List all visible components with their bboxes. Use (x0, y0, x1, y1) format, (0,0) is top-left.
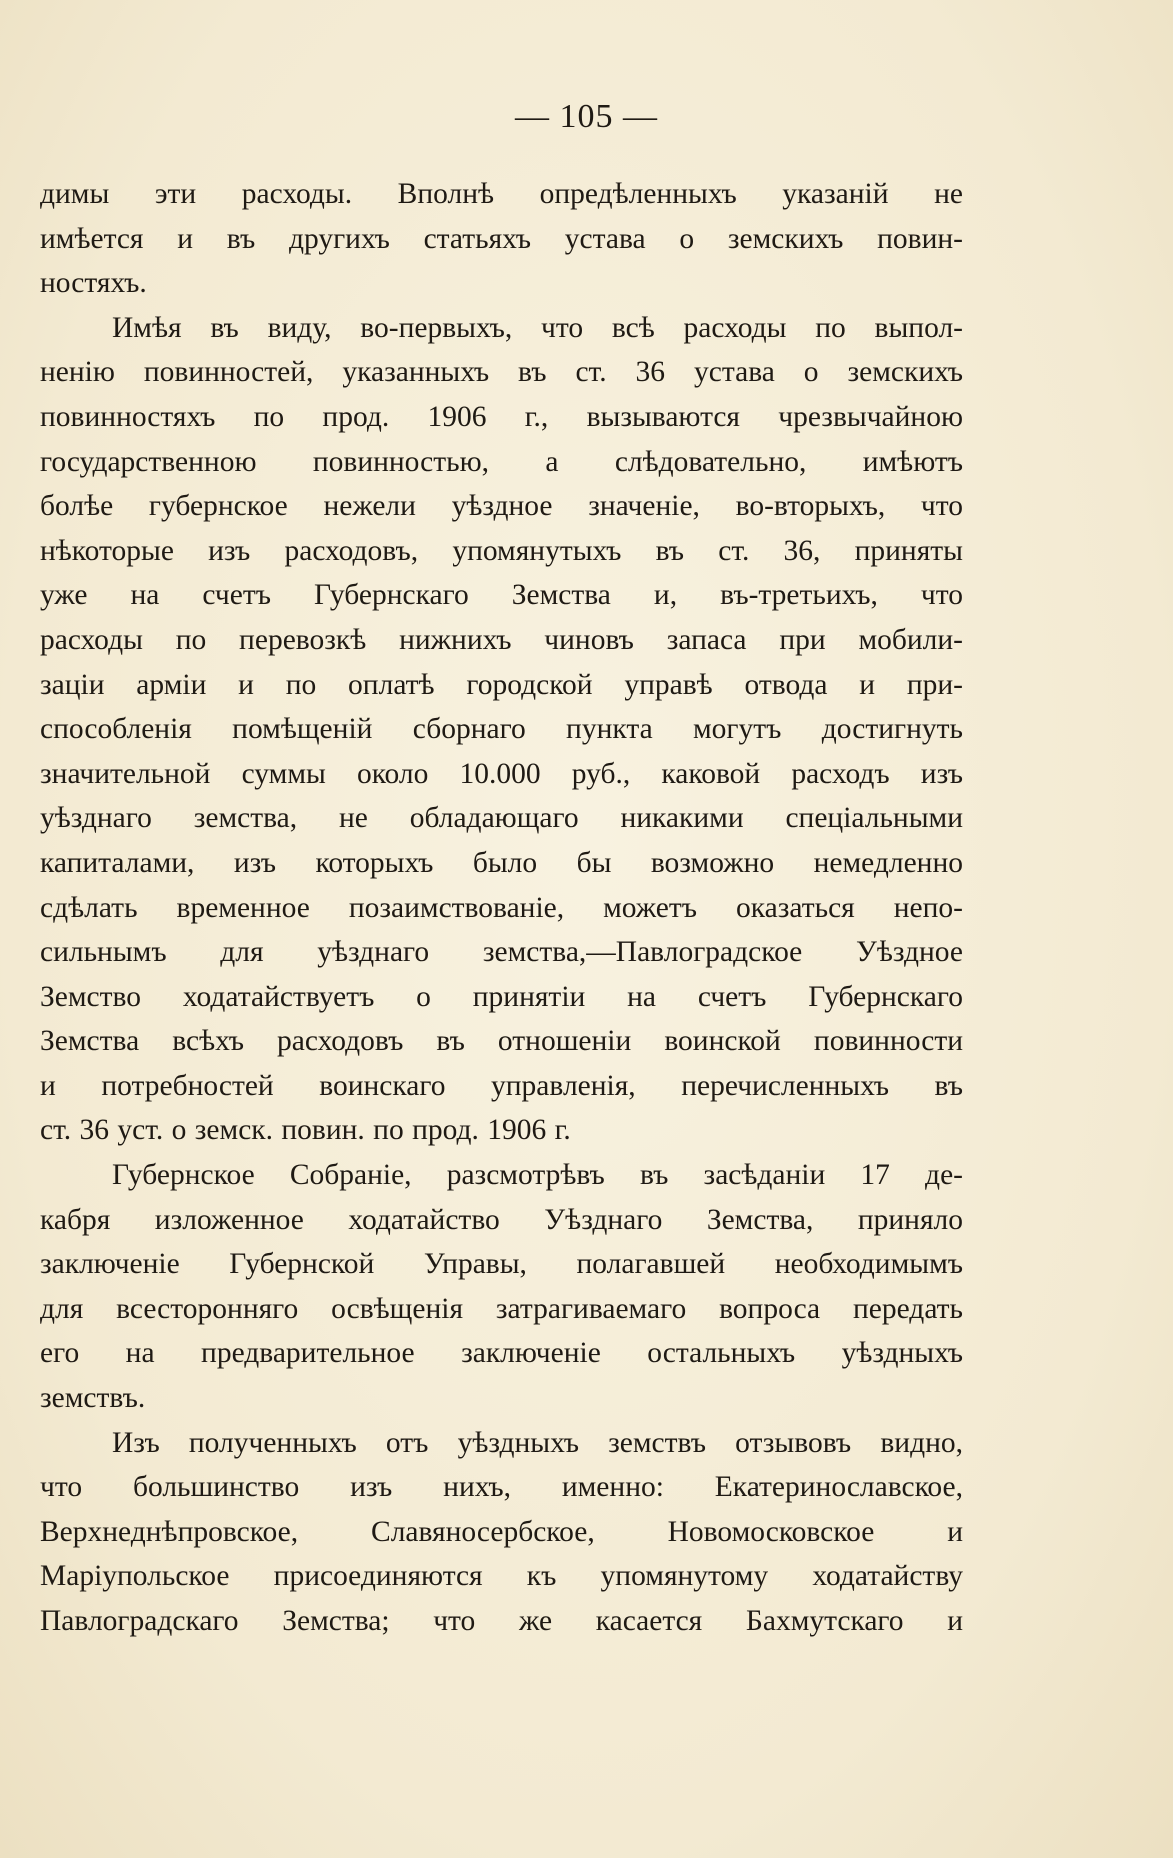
text-line: ненiю повинностей, указанныхъ въ ст. 36 устава о земскихъ (40, 356, 963, 389)
text-line: и потребностей воинскаго управленiя, перечисленныхъ въ (40, 1069, 963, 1102)
text-line: для всесторонняго освѣщенiя затрагиваемаго вопроса передать (40, 1292, 963, 1325)
text-line: Верхнеднѣпровское, Славяносербское, Новомосковское и (40, 1515, 963, 1548)
text-line: способленiя помѣщенiй сборнаго пункта могутъ достигнуть (40, 713, 963, 746)
text-line: Марiупольское присоединяются къ упомянутому ходатайству (40, 1560, 963, 1593)
text-line: ностяхъ. (40, 267, 147, 300)
text-line: Земства всѣхъ расходовъ въ отношенiи воинской повинности (40, 1025, 963, 1058)
text-line: его на предварительное заключенiе остальныхъ уѣздныхъ (40, 1337, 963, 1370)
text-line: болѣе губернское нежели уѣздное значенiе, во-вторыхъ, что (40, 490, 963, 523)
text-line: уѣзднаго земства, не обладающаго никакими спецiальными (40, 802, 963, 835)
paragraph (40, 306, 963, 1153)
text-line: имѣется и въ другихъ статьяхъ устава о земскихъ повин- (40, 222, 963, 255)
text-line: Земство ходатайствуетъ о принятiи на счетъ Губернскаго (40, 980, 963, 1013)
text-line: повинностяхъ по прод. 1906 г., вызываются чрезвычайною (40, 400, 963, 433)
text-line: Имѣя въ виду, во-первыхъ, что всѣ расходы по выпол- (112, 311, 963, 344)
text-line: сдѣлать временное позаимствованiе, можетъ оказаться непо- (40, 891, 963, 924)
paragraph (40, 1421, 963, 1644)
text-line: государственною повинностью, а слѣдовательно, имѣютъ (40, 445, 963, 478)
text-line: кабря изложенное ходатайство Уѣзднаго Земства, приняло (40, 1203, 963, 1236)
text-line: Павлоградскаго Земства; что же касается Бахмутскаго и (40, 1605, 963, 1637)
text-line: сильнымъ для уѣзднаго земства,—Павлоградское Уѣздное (40, 936, 963, 969)
text-line: зацiи армiи и по оплатѣ городской управѣ отвода и при- (40, 668, 963, 701)
text-line: ст. 36 уст. о земск. повин. по прод. 1906 г. (40, 1114, 571, 1147)
text-line: Изъ полученныхъ отъ уѣздныхъ земствъ отзывовъ видно, (112, 1426, 963, 1459)
text-line: значительной суммы около 10.000 руб., каковой расходъ изъ (40, 757, 963, 790)
page-number: — 105 — (515, 98, 658, 135)
text-line: Губернское Собранiе, разсмотрѣвъ въ засѣданiи 17 де- (112, 1159, 963, 1192)
text-line: расходы по перевозкѣ нижнихъ чиновъ запаса при мобили- (40, 623, 963, 656)
text-line: нѣкоторые изъ расходовъ, упомянутыхъ въ ст. 36, приняты (40, 534, 963, 567)
body-text (40, 172, 963, 1644)
text-line: заключенiе Губернской Управы, полагавшей необходимымъ (40, 1248, 963, 1281)
paragraph (40, 172, 963, 306)
text-line: уже на счетъ Губернскаго Земства и, въ-третьихъ, что (40, 579, 963, 612)
text-line: земствъ. (40, 1382, 146, 1415)
text-line: что большинство изъ нихъ, именно: Екатеринославское, (40, 1471, 963, 1504)
paragraph (40, 1153, 963, 1421)
text-line: димы эти расходы. Вполнѣ опредѣленныхъ указанiй не (40, 178, 963, 210)
text-line: капиталами, изъ которыхъ было бы возможно немедленно (40, 846, 963, 879)
